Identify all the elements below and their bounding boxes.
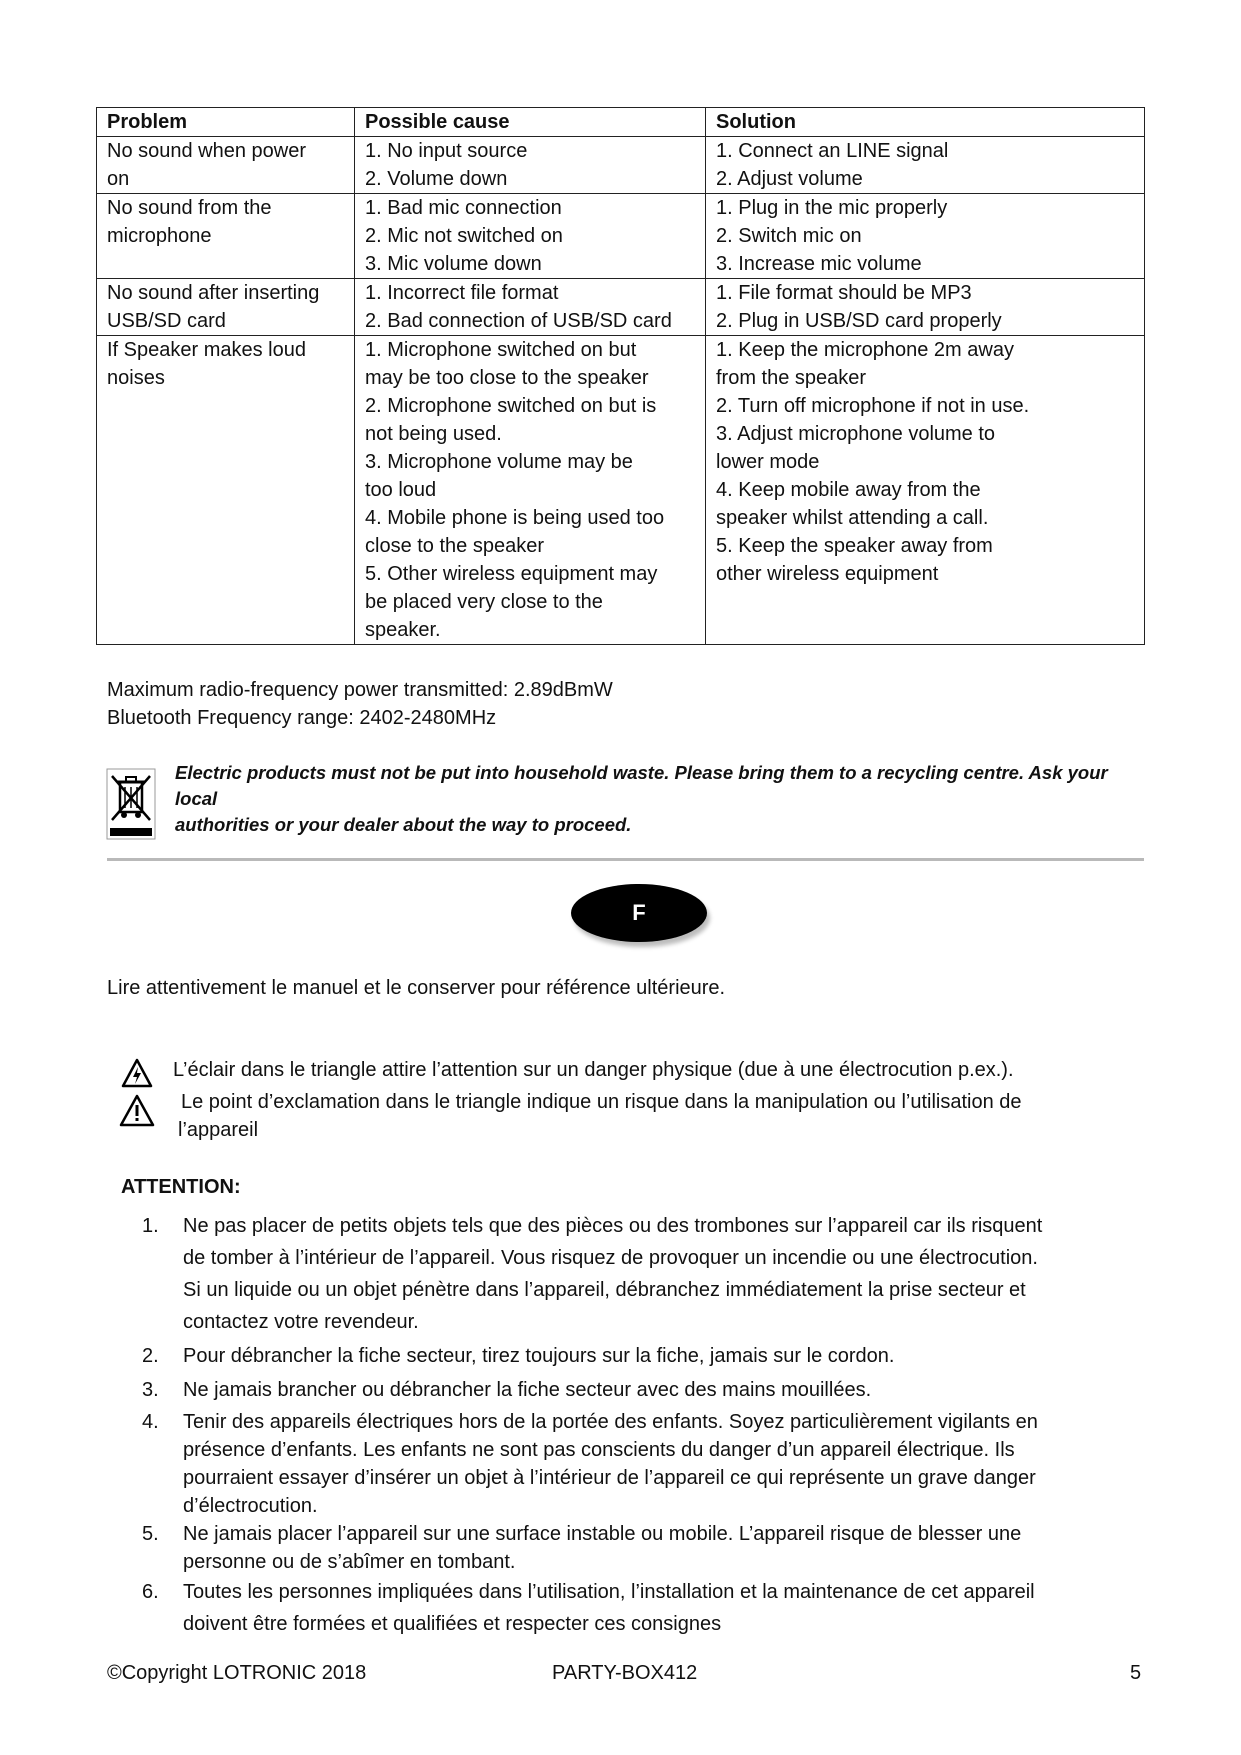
table-row <box>97 194 1145 279</box>
weee-notice-line: authorities or your dealer about the way to proceed. <box>175 814 632 835</box>
header-cause: Possible cause <box>355 108 706 137</box>
cell-line: may be too close to the speaker <box>365 367 649 389</box>
cell-line: not being used. <box>365 423 502 445</box>
lightning-warning-icon <box>121 1058 153 1088</box>
table-row <box>97 279 1145 336</box>
problem-cell <box>97 279 355 336</box>
list-item-line: Toutes les personnes impliquées dans l’utilisation, l’installation et la maintenance de cet appareil <box>183 1581 1035 1603</box>
rf-specs <box>107 676 613 732</box>
list-item-line: contactez votre revendeur. <box>183 1311 419 1333</box>
list-item-line: de tomber à l’intérieur de l’appareil. Vous risquez de provoquer un incendie ou une électrocution. <box>183 1247 1038 1269</box>
footer-model: PARTY-BOX412 <box>552 1662 698 1684</box>
cell-line: 2. Mic not switched on <box>365 225 563 247</box>
cell-line: speaker. <box>365 619 441 641</box>
cell-line: 2. Plug in USB/SD card properly <box>716 310 1002 332</box>
cell-line: 1. Incorrect file format <box>365 282 559 304</box>
list-item-line: d’électrocution. <box>183 1495 318 1517</box>
cell-line: other wireless equipment <box>716 563 939 585</box>
cause-cell <box>355 194 706 279</box>
table-header-row <box>97 108 1145 137</box>
cause-cell <box>355 279 706 336</box>
cell-line: USB/SD card <box>107 310 226 332</box>
cell-line: 1. Keep the microphone 2m away <box>716 339 1014 361</box>
weee-notice-line: Electric products must not be put into household waste. Please bring them to a recycling centre. Ask your local <box>175 762 1108 809</box>
cell-line: microphone <box>107 225 212 247</box>
cell-line: 1. Connect an LINE signal <box>716 140 949 162</box>
cause-cell <box>355 137 706 194</box>
troubleshooting-table <box>96 107 1145 645</box>
list-item-line: personne ou de s’abîmer en tombant. <box>183 1551 516 1573</box>
list-item <box>130 1520 1100 1576</box>
intro-text: Lire attentivement le manuel et le conserver pour référence ultérieure. <box>107 977 726 999</box>
cell-line: noises <box>107 367 165 389</box>
lightning-warning-text: L’éclair dans le triangle attire l’attention sur un danger physique (due à une électrocution p.ex.). <box>173 1059 1014 1081</box>
cell-line: 5. Other wireless equipment may <box>365 563 658 585</box>
cell-line: 3. Increase mic volume <box>716 253 922 275</box>
cell-line: 1. File format should be MP3 <box>716 282 972 304</box>
cell-line: close to the speaker <box>365 535 544 557</box>
section-divider <box>107 858 1144 861</box>
cell-line: too loud <box>365 479 437 501</box>
cell-line: 2. Volume down <box>365 168 508 190</box>
footer-page-number: 5 <box>1130 1662 1142 1684</box>
cell-line: No sound from the <box>107 197 272 219</box>
exclamation-warning-icon <box>119 1094 155 1128</box>
exclamation-warning-text: Le point d’exclamation dans le triangle indique un risque dans la manipulation ou l’utilisation de <box>181 1091 1022 1113</box>
problem-cell <box>97 336 355 645</box>
language-badge: F <box>571 884 707 942</box>
cell-line: 5. Keep the speaker away from <box>716 535 993 557</box>
problem-cell <box>97 194 355 279</box>
list-item <box>130 1408 1100 1520</box>
list-item-line: Ne jamais brancher ou débrancher la fiche secteur avec des mains mouillées. <box>183 1379 872 1401</box>
list-item-line: doivent être formées et qualifiées et respecter ces consignes <box>183 1613 722 1635</box>
cause-cell <box>355 336 706 645</box>
rf-power-text: Maximum radio-frequency power transmitted: 2.89dBmW <box>107 679 613 701</box>
problem-cell <box>97 137 355 194</box>
attention-heading: ATTENTION: <box>121 1176 241 1198</box>
cell-line: 3. Mic volume down <box>365 253 542 275</box>
cell-line: 1. No input source <box>365 140 528 162</box>
bluetooth-range-text: Bluetooth Frequency range: 2402-2480MHz <box>107 707 497 729</box>
crossed-bin-icon <box>106 768 156 840</box>
weee-notice <box>175 760 1145 838</box>
list-item-number: 1. <box>142 1215 159 1237</box>
cell-line: 2. Adjust volume <box>716 168 863 190</box>
cell-line: on <box>107 168 130 190</box>
list-item-line: Ne pas placer de petits objets tels que des pièces ou des trombones sur l’appareil car ils risquent <box>183 1215 1043 1237</box>
cell-line: 3. Adjust microphone volume to <box>716 423 996 445</box>
list-item-line: Pour débrancher la fiche secteur, tirez toujours sur la fiche, jamais sur le cordon. <box>183 1345 895 1367</box>
cell-line: 2. Turn off microphone if not in use. <box>716 395 1030 417</box>
cell-line: 1. Microphone switched on but <box>365 339 637 361</box>
list-item-number: 5. <box>142 1523 159 1545</box>
list-item-line: Ne jamais placer l’appareil sur une surface instable ou mobile. L’appareil risque de blesser une <box>183 1523 1022 1545</box>
solution-cell <box>706 336 1145 645</box>
table-row <box>97 336 1145 645</box>
list-item-line: présence d’enfants. Les enfants ne sont pas conscients du danger d’un appareil électrique. Ils <box>183 1439 1015 1461</box>
list-item-number: 6. <box>142 1581 159 1603</box>
cell-line: 4. Mobile phone is being used too <box>365 507 665 529</box>
cell-line: If Speaker makes loud <box>107 339 306 361</box>
cell-line: lower mode <box>716 451 820 473</box>
cell-line: No sound when power <box>107 140 307 162</box>
solution-cell <box>706 279 1145 336</box>
list-item-line: Si un liquide ou un objet pénètre dans l’appareil, débranchez immédiatement la prise secteur et <box>183 1279 1026 1301</box>
list-item-number: 4. <box>142 1411 159 1433</box>
header-solution: Solution <box>706 108 1145 137</box>
cell-line: 2. Microphone switched on but is <box>365 395 657 417</box>
list-item <box>130 1374 1100 1406</box>
footer-copyright: ©Copyright LOTRONIC 2018 <box>107 1662 367 1684</box>
attention-list <box>130 1210 1100 1642</box>
solution-cell <box>706 137 1145 194</box>
cell-line: 2. Bad connection of USB/SD card <box>365 310 672 332</box>
exclamation-warning-text-cont: l’appareil <box>178 1119 259 1141</box>
solution-cell <box>706 194 1145 279</box>
cell-line: 1. Bad mic connection <box>365 197 562 219</box>
list-item <box>130 1210 1100 1338</box>
cell-line: 2. Switch mic on <box>716 225 862 247</box>
cell-line: speaker whilst attending a call. <box>716 507 989 529</box>
cell-line: be placed very close to the <box>365 591 603 613</box>
list-item-number: 2. <box>142 1345 159 1367</box>
table-row <box>97 137 1145 194</box>
list-item-number: 3. <box>142 1379 159 1401</box>
list-item <box>130 1340 1100 1372</box>
cell-line: 3. Microphone volume may be <box>365 451 633 473</box>
cell-line: 4. Keep mobile away from the <box>716 479 981 501</box>
cell-line: 1. Plug in the mic properly <box>716 197 948 219</box>
list-item-line: Tenir des appareils électriques hors de la portée des enfants. Soyez particulièrement vigilants en <box>183 1411 1038 1433</box>
cell-line: from the speaker <box>716 367 867 389</box>
list-item-line: pourraient essayer d’insérer un objet à l’intérieur de l’appareil ce qui représente un grave danger <box>183 1467 1036 1489</box>
header-problem: Problem <box>97 108 355 137</box>
list-item <box>130 1576 1100 1640</box>
cell-line: No sound after inserting <box>107 282 320 304</box>
